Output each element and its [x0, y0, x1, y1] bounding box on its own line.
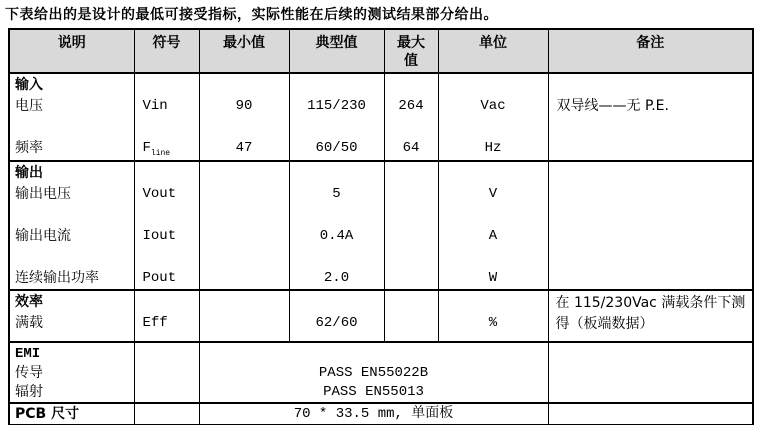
- header-cell-max: [384, 29, 438, 73]
- input-typ-cell: [289, 73, 384, 161]
- emi-desc-cell: [9, 342, 134, 403]
- header-note-label: 备注: [636, 35, 665, 51]
- input-frequency-min: 47: [235, 140, 253, 156]
- pcb-note-cell: [548, 403, 753, 425]
- header-unit-label: 单位: [479, 35, 507, 51]
- spacer-line: [290, 75, 384, 96]
- header-cell-unit: [438, 29, 548, 73]
- output-current-symbol: Iout: [142, 228, 177, 244]
- spacer-line: [10, 117, 134, 138]
- spacer-line: [439, 247, 548, 268]
- pcb-desc-cell: [9, 403, 134, 425]
- pcb-result: 70 * 33.5 mm, 单面板: [293, 406, 454, 422]
- output-current-desc: 输出电流: [15, 228, 71, 244]
- spec-table: [8, 28, 754, 425]
- input-voltage-min: 90: [235, 98, 253, 114]
- input-voltage-desc: 电压: [15, 98, 43, 114]
- pcb-symbol-cell: [134, 403, 199, 425]
- spacer-line: [135, 75, 199, 96]
- spacer-line: [135, 163, 199, 184]
- header-cell-min: [199, 29, 289, 73]
- emi-conducted-desc: 传导: [15, 365, 43, 381]
- input-frequency-desc: 频率: [15, 140, 43, 156]
- efficiency-symbol: Eff: [142, 315, 168, 331]
- spacer-line: [290, 247, 384, 268]
- header-cell-desc: [9, 29, 134, 73]
- header-cell-symbol: [134, 29, 199, 73]
- efficiency-note: 在 115/230Vac 满载条件下测得（板端数据）: [555, 295, 746, 332]
- output-voltage-unit: V: [488, 186, 498, 202]
- emi-note-cell: [548, 342, 753, 403]
- intro-text: 下表给出的是设计的最低可接受指标，实际性能在后续的测试结果部分给出。: [5, 7, 498, 23]
- emi-section-title: EMI: [15, 346, 41, 362]
- input-frequency-max: 64: [402, 140, 420, 156]
- input-voltage-max: 264: [398, 98, 424, 114]
- efficiency-desc-cell: [9, 290, 134, 342]
- header-desc-label: 说明: [57, 35, 86, 51]
- input-voltage-typ: 115/230: [307, 98, 366, 114]
- efficiency-typ-cell: [289, 290, 384, 342]
- emi-symbol-cell: [134, 342, 199, 403]
- input-voltage-note: 双导线——无 P.E.: [556, 98, 669, 114]
- spacer-line: [439, 75, 548, 96]
- efficiency-min-cell: [199, 290, 289, 342]
- emi-radiated-desc: 辐射: [15, 384, 43, 400]
- header-max-label: 最大值: [397, 35, 425, 69]
- efficiency-typ: 62/60: [315, 315, 358, 331]
- output-typ-cell: [289, 161, 384, 290]
- input-frequency-typ: 60/50: [315, 140, 358, 156]
- spacer-line: [200, 345, 548, 364]
- output-power-symbol: Pout: [142, 270, 177, 286]
- header-symbol-label: 符号: [152, 35, 181, 51]
- input-min-cell: [199, 73, 289, 161]
- input-frequency-unit: Hz: [484, 140, 502, 156]
- efficiency-symbol-cell: [134, 290, 199, 342]
- spacer-line: [439, 205, 548, 226]
- pcb-result-cell: [199, 403, 548, 425]
- output-power-typ: 2.0: [323, 270, 350, 286]
- efficiency-unit: %: [488, 315, 498, 331]
- header-cell-note: [548, 29, 753, 73]
- output-section-title: 输出: [15, 165, 43, 181]
- spacer-line: [549, 75, 753, 96]
- output-voltage-typ: 5: [332, 186, 341, 202]
- emi-radiated-result: PASS EN55013: [323, 384, 424, 400]
- output-max-cell: [384, 161, 438, 290]
- input-note-cell: [548, 73, 753, 161]
- header-min-label: 最小值: [223, 35, 265, 51]
- spacer-line: [10, 205, 134, 226]
- header-cell-typ: [289, 29, 384, 73]
- input-desc-cell: [9, 73, 134, 161]
- spacer-line: [385, 117, 438, 138]
- input-voltage-unit: Vac: [480, 98, 506, 114]
- output-voltage-desc: 输出电压: [15, 186, 71, 202]
- output-current-typ: 0.4A: [319, 228, 354, 244]
- spacer-line: [200, 75, 289, 96]
- emi-conducted-result: PASS EN55022B: [318, 365, 429, 381]
- output-desc-cell: [9, 161, 134, 290]
- efficiency-section-title: 效率: [15, 294, 43, 310]
- efficiency-unit-cell: [438, 290, 548, 342]
- section-input: [9, 73, 753, 161]
- output-unit-cell: [438, 161, 548, 290]
- spacer-line: [290, 117, 384, 138]
- input-voltage-symbol: Vin: [142, 98, 168, 114]
- section-output: [9, 161, 753, 290]
- spacer-line: [290, 205, 384, 226]
- header-typ-label: 典型值: [315, 35, 358, 51]
- efficiency-note-cell: [548, 290, 753, 342]
- spacer-line: [135, 292, 199, 313]
- spacer-line: [439, 117, 548, 138]
- spacer-line: [135, 117, 199, 138]
- section-efficiency: [9, 290, 753, 342]
- output-symbol-cell: [134, 161, 199, 290]
- spacer-line: [200, 117, 289, 138]
- emi-result-cell: [199, 342, 548, 403]
- input-max-cell: [384, 73, 438, 161]
- section-pcb: [9, 403, 753, 425]
- spacer-line: [290, 292, 384, 313]
- spacer-line: [135, 247, 199, 268]
- frequency-symbol-base: F: [142, 140, 151, 156]
- output-current-unit: A: [488, 228, 498, 244]
- input-unit-cell: [438, 73, 548, 161]
- spacer-line: [439, 163, 548, 184]
- spacer-line: [290, 163, 384, 184]
- output-voltage-symbol: Vout: [142, 186, 177, 202]
- section-emi: [9, 342, 753, 403]
- pcb-section-title: PCB 尺寸: [15, 406, 80, 422]
- efficiency-max-cell: [384, 290, 438, 342]
- header-row: [9, 29, 753, 73]
- frequency-symbol-subscript: line: [150, 148, 171, 158]
- efficiency-fullload-desc: 满载: [15, 315, 43, 331]
- spacer-line: [10, 247, 134, 268]
- input-section-title: 输入: [15, 77, 43, 93]
- input-frequency-symbol: [135, 138, 199, 159]
- spacer-line: [439, 292, 548, 313]
- output-note-cell: [548, 161, 753, 290]
- output-min-cell: [199, 161, 289, 290]
- output-power-unit: W: [488, 270, 498, 286]
- input-symbol-cell: [134, 73, 199, 161]
- spacer-line: [385, 75, 438, 96]
- spacer-line: [135, 205, 199, 226]
- output-power-desc: 连续输出功率: [15, 270, 99, 286]
